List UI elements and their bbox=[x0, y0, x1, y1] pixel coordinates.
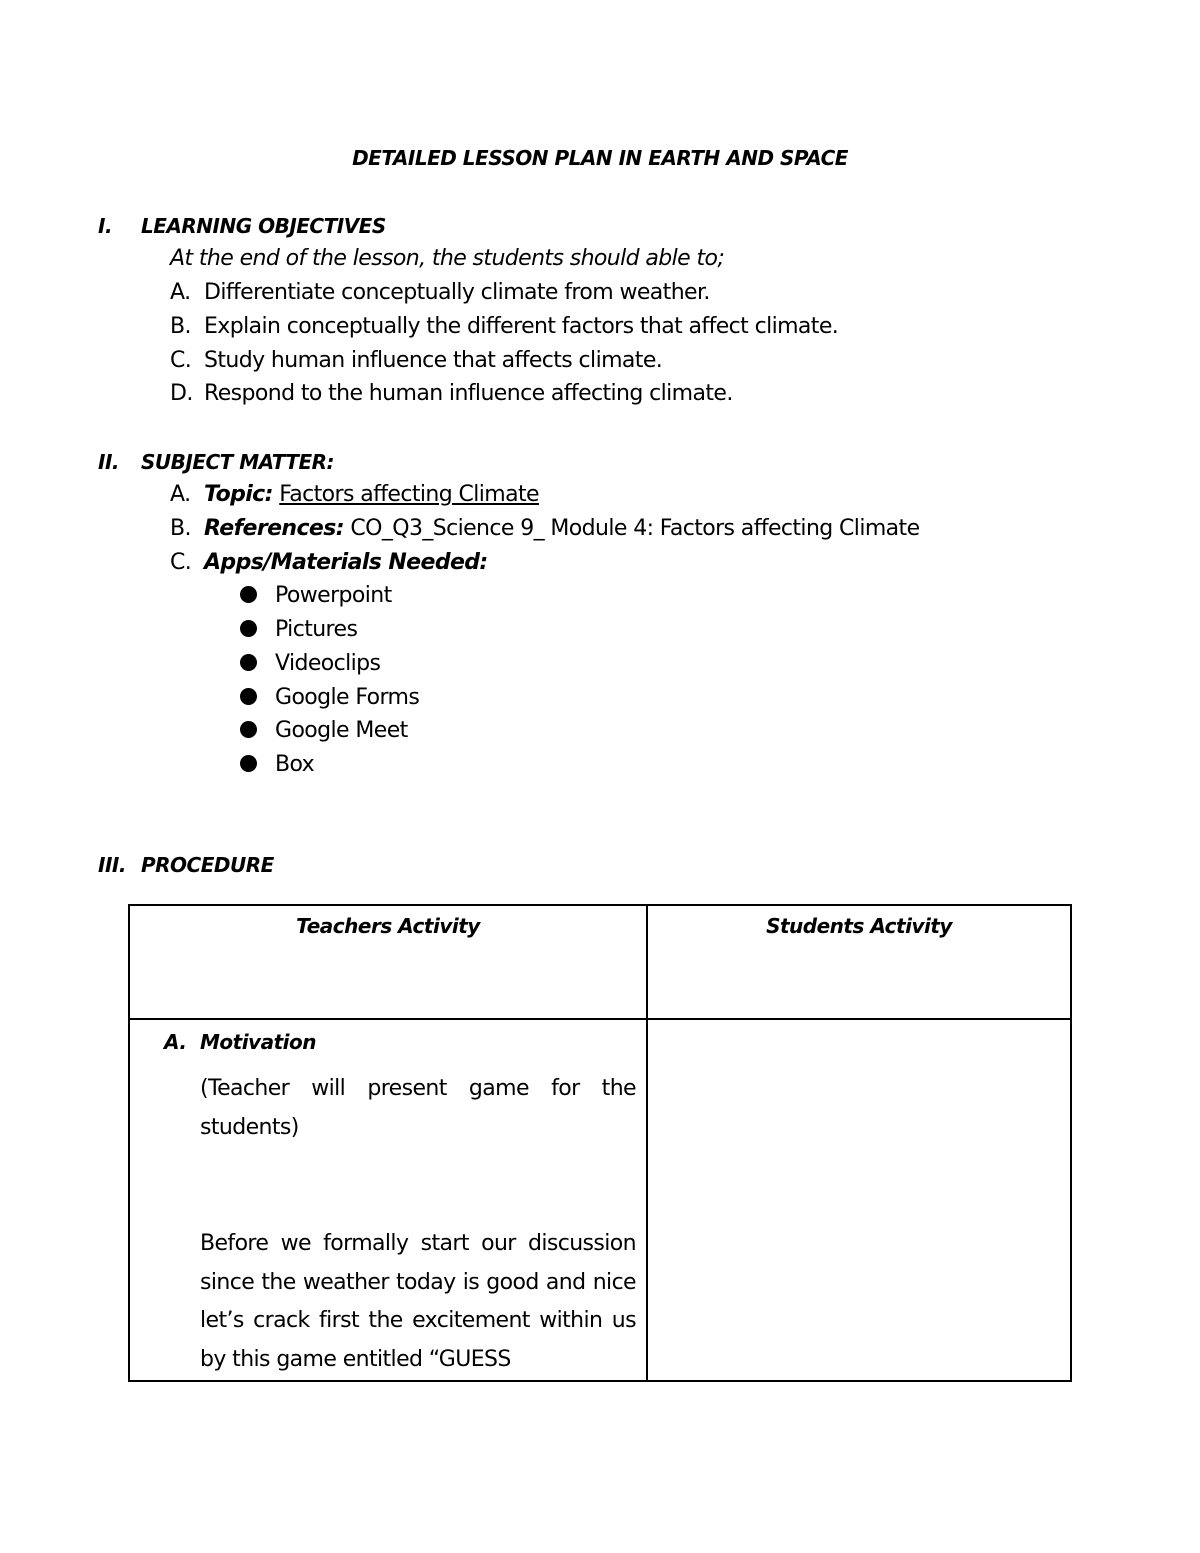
bullet-icon bbox=[240, 721, 257, 738]
material-list-item: Google Meet bbox=[240, 718, 408, 743]
student-activity-cell bbox=[647, 1019, 1071, 1381]
bullet-icon bbox=[240, 586, 257, 603]
bullet-icon bbox=[240, 620, 257, 637]
teacher-script: Before we formally start our discussion since the weather today is good and nice let’s crack first the excitement within us by this game entitled “GUESS bbox=[200, 1231, 636, 1372]
objective-item: A. Differentiate conceptually climate from weather. bbox=[170, 280, 710, 305]
subject-topic: A. Topic: Factors affecting Climate bbox=[170, 482, 539, 507]
section-numeral: I. bbox=[98, 214, 113, 238]
material-list-item: Pictures bbox=[240, 617, 357, 642]
section-title: SUBJECT MATTER: bbox=[141, 450, 335, 474]
section-numeral: III. bbox=[98, 853, 126, 877]
bullet-icon bbox=[240, 688, 257, 705]
references-value: CO_Q3_Science 9_ Module 4: Factors affecting Climate bbox=[350, 516, 920, 541]
teachers-activity-header: Teachers Activity bbox=[129, 905, 647, 1019]
subject-references: B. References: CO_Q3_Science 9_ Module 4: Factors affecting Climate bbox=[170, 516, 920, 541]
teacher-instruction: (Teacher will present game for the students) bbox=[200, 1076, 636, 1140]
section-title: LEARNING OBJECTIVES bbox=[141, 214, 386, 238]
objectives-intro: At the end of the lesson, the students should able to; bbox=[170, 246, 725, 271]
material-list-item: Box bbox=[240, 752, 314, 777]
document-title: DETAILED LESSON PLAN IN EARTH AND SPACE bbox=[352, 146, 848, 170]
section-title: PROCEDURE bbox=[141, 853, 274, 877]
section-procedure-heading bbox=[98, 853, 274, 877]
objective-item: D. Respond to the human influence affecting climate. bbox=[170, 381, 733, 406]
objective-item: C. Study human influence that affects climate. bbox=[170, 348, 663, 373]
bullet-icon bbox=[240, 654, 257, 671]
table-header-row bbox=[129, 905, 1071, 1019]
table-row bbox=[129, 1019, 1071, 1381]
procedure-table bbox=[128, 904, 1072, 1382]
subject-materials: C. Apps/Materials Needed: bbox=[170, 550, 488, 575]
motivation-heading: A. Motivation bbox=[164, 1030, 316, 1054]
section-objectives-heading bbox=[98, 214, 386, 238]
students-activity-header: Students Activity bbox=[647, 905, 1071, 1019]
teacher-activity-cell bbox=[129, 1019, 647, 1381]
bullet-icon bbox=[240, 755, 257, 772]
material-list-item: Videoclips bbox=[240, 651, 380, 676]
topic-value: Factors affecting Climate bbox=[279, 482, 539, 507]
material-list-item: Powerpoint bbox=[240, 583, 392, 608]
section-subject-heading bbox=[98, 450, 334, 474]
objective-item: B. Explain conceptually the different factors that affect climate. bbox=[170, 314, 839, 339]
section-numeral: II. bbox=[98, 450, 119, 474]
material-list-item: Google Forms bbox=[240, 685, 419, 710]
